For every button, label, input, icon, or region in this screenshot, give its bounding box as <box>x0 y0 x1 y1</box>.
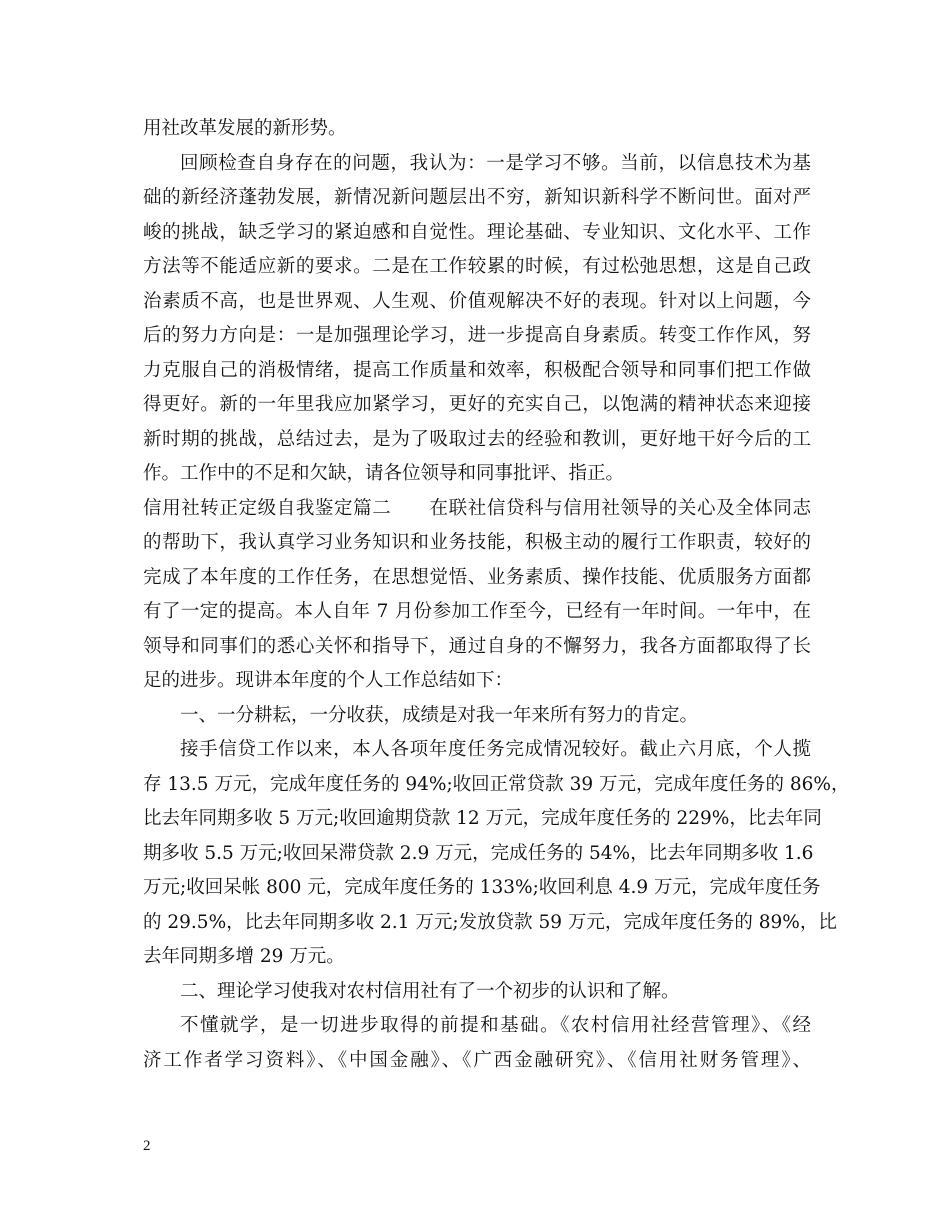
text-line: 础的新经济蓬勃发展，新情况新问题层出不穷，新知识新科学不断问世。面对严 <box>143 187 811 208</box>
text-line: 的 29.5%，比去年同期多收 2.1 万元;发放贷款 59 万元，完成年度任务的 89%，比 <box>143 911 837 933</box>
text-line: 完成了本年度的工作任务，在思想觉悟、业务素质、操作技能、优质服务方面都 <box>143 566 811 588</box>
text-line: 一、一分耕耘，一分收获，成绩是对我一年来所有努力的肯定。 <box>180 704 699 726</box>
text-line: 力克服自己的消极情绪，提高工作质量和效率，积极配合领导和同事们把工作做 <box>143 359 811 381</box>
text-line: 万元;收回呆帐 800 元，完成年度任务的 133%;收回利息 4.9 万元，完成年度任务 <box>143 877 821 898</box>
text-line: 方法等不能适应新的要求。二是在工作较累的时候，有过松弛思想，这是自己政 <box>143 256 811 277</box>
body-text <box>143 112 850 1078</box>
text-line: 得更好。新的一年里我应加紧学习，更好的充实自己，以饱满的精神状态来迎接 <box>143 394 811 415</box>
text-line: 二、理论学习使我对农村信用社有了一个初步的认识和了解。 <box>180 980 680 1002</box>
text-line: 足的进步。现讲本年度的个人工作总结如下： <box>143 670 514 691</box>
text-line: 济工作者学习资料》、《中国金融》、《广西金融研究》、《信用社财务管理》、 <box>143 1049 811 1071</box>
text-line: 去年同期多增 29 万元。 <box>143 946 345 967</box>
text-line: 治素质不高，也是世界观、人生观、价值观解决不好的表现。针对以上问题，今 <box>143 290 811 312</box>
text-line: 用社改革发展的新形势。 <box>143 118 347 139</box>
text-line: 信用社转正定级自我鉴定篇二 在联社信贷科与信用社领导的关心及全体同志 <box>143 497 811 519</box>
text-line: 存 13.5 万元，完成年度任务的 94%;收回正常贷款 39 万元，完成年度任务的 86%， <box>143 773 850 795</box>
text-line: 接手信贷工作以来，本人各项年度任务完成情况较好。截止六月底，个人揽 <box>180 739 811 760</box>
page-number: 2 <box>143 1138 151 1154</box>
text-line: 峻的挑战，缺乏学习的紧迫感和自觉性。理论基础、专业知识、文化水平、工作 <box>143 221 811 243</box>
text-line: 比去年同期多收 5 万元;收回逾期贷款 12 万元，完成年度任务的 229%，比去年同 <box>143 808 822 829</box>
text-line: 回顾检查自身存在的问题，我认为：一是学习不够。当前，以信息技术为基 <box>180 152 811 174</box>
text-line: 的帮助下，我认真学习业务知识和业务技能，积极主动的履行工作职责，较好的 <box>143 532 811 553</box>
text-line: 期多收 5.5 万元;收回呆滞贷款 2.9 万元，完成任务的 54%，比去年同期多收 1.6 <box>143 842 814 864</box>
text-line: 有了一定的提高。本人自年 7 月份参加工作至今，已经有一年时间。一年中，在 <box>143 601 811 622</box>
text-line: 领导和同事们的悉心关怀和指导下，通过自身的不懈努力，我各方面都取得了长 <box>143 635 811 657</box>
text-line: 新时期的挑战，总结过去，是为了吸取过去的经验和教训，更好地干好今后的工 <box>143 428 811 450</box>
text-line: 作。工作中的不足和欠缺，请各位领导和同事批评、指正。 <box>143 463 625 484</box>
text-line: 不懂就学，是一切进步取得的前提和基础。《农村信用社经营管理》、《经 <box>180 1015 811 1036</box>
text-line: 后的努力方向是：一是加强理论学习，进一步提高自身素质。转变工作作风，努 <box>143 325 811 346</box>
